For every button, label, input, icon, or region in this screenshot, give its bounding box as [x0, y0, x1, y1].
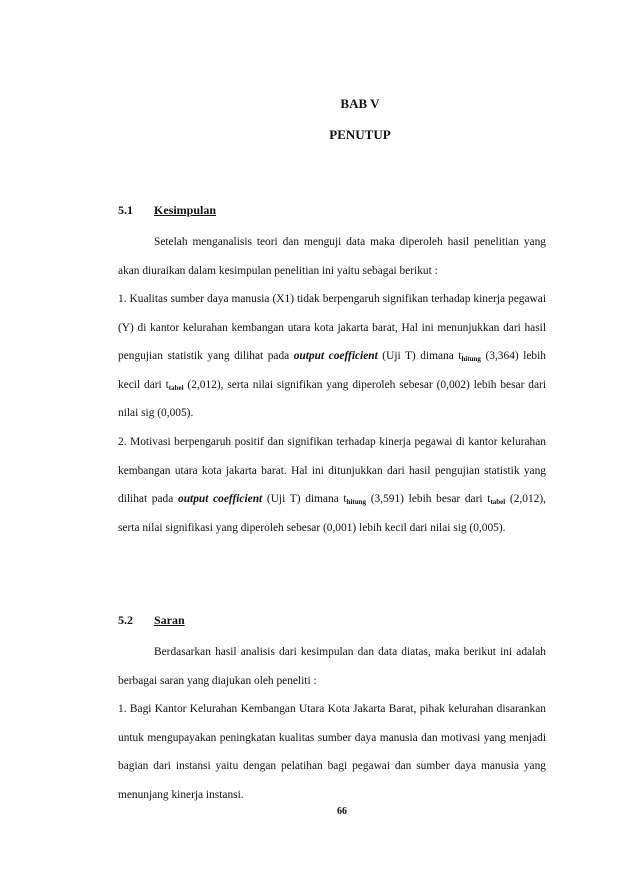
- section-title: Kesimpulan: [154, 203, 217, 217]
- section-heading-kesimpulan: [118, 203, 216, 218]
- section-title: Saran: [154, 613, 185, 627]
- page-number: 66: [337, 806, 347, 817]
- kesimpulan-item-1: 1. Kualitas sumber daya manusia (X1) tidak berpengaruh signifikan terhadap kinerja pegawai (Y) di kantor kelurahan kembangan utara kota jakarta barat, Hal ini menunjukkan dari hasil pengujian statistik yang dilihat pada output coefficient (Uji T) dimana $t_{hitung}$ (3,364) lebih kecil dari $t_{tabel}$ (2,012), serta nilai signifikan yang diperoleh sebesar (0,002) lebih besar dari nilai sig (0,005).: [118, 293, 546, 420]
- saran-item-1: 1. Bagi Kantor Kelurahan Kembangan Utara Kota Jakarta Barat, pihak kelurahan disarankan untuk mengupayakan peningkatan kualitas sumber daya manusia dan motivasi yang menjadi bagian dari instansi yaitu dengan pelatihan bagi pegawai dan sumber daya manusia yang menunjang kinerja instansi.: [118, 703, 546, 801]
- chapter-number: BAB V: [340, 96, 380, 111]
- chapter-title: PENUTUP: [329, 127, 391, 142]
- section-heading-saran: [118, 613, 185, 628]
- saran-intro-paragraph: Berdasarkan hasil analisis dari kesimpulan dan data diatas, maka berikut ini adalah berbagai saran yang diajukan oleh peneliti :: [118, 646, 546, 687]
- kesimpulan-intro-paragraph: Setelah menganalisis teori dan menguji data maka diperoleh hasil penelitian yang akan diuraikan dalam kesimpulan penelitian ini yaitu sebagai berikut :: [118, 236, 546, 277]
- section-number: 5.2: [118, 613, 133, 627]
- kesimpulan-item-2: 2. Motivasi berpengaruh positif dan signifikan terhadap kinerja pegawai di kantor kelurahan kembangan utara kota jakarta barat. Hal ini ditunjukkan dari hasil pengujian statistik yang dilihat pada output coefficient (Uji T) dimana $t_{hitung}$ (3,591) lebih besar dari $t_{tabel}$ (2,012), serta nilai signifikasi yang diperoleh sebesar (0,001) lebih kecil dari nilai sig (0,005).: [118, 436, 546, 534]
- section-number: 5.1: [118, 203, 133, 217]
